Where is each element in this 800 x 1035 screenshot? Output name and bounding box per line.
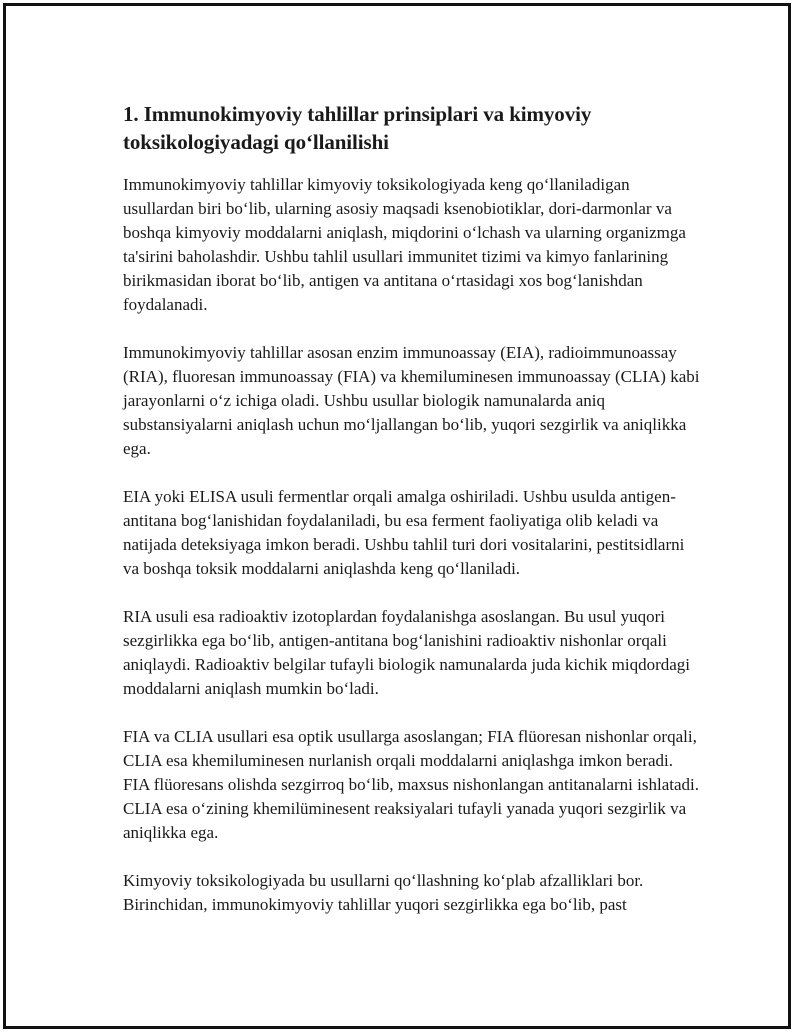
paragraph-ria: RIA usuli esa radioaktiv izotoplardan foydalanishga asoslangan. Bu usul yuqori sezgirlikka ega bo‘lib, antigen-antitana bog‘lanishini radioaktiv nishonlar orqali aniqlaydi. Radioaktiv belgilar tufayli biologik namunalarda juda kichik miqdordagi moddalarni aniqlash mumkin bo‘ladi. xyxy=(123,607,691,698)
page-frame xyxy=(3,3,791,1029)
paragraph-advantages: Kimyoviy toksikologiyada bu usullarni qo‘llashning ko‘plab afzalliklari bor. Birinchidan, immunokimyoviy tahlillar yuqori sezgirlikka ega bo‘lib, past xyxy=(123,871,644,914)
paragraph-fia-clia: FIA va CLIA usullari esa optik usullarga asoslangan; FIA flüoresan nishonlar orqali, CLIA esa khemiluminesen nurlanish orqali moddalarni aniqlashga imkon beradi. FIA flüoresans olishda sezgirroq bo‘lib, maxsus nishonlangan antitanalarni ishlatadi. CLIA esa o‘zining khemilüminesent reaksiyalari tufayli yanada yuqori sezgirlik va aniqlikka ega. xyxy=(123,727,699,842)
paragraph-eia-elisa: EIA yoki ELISA usuli fermentlar orqali amalga oshiriladi. Ushbu usulda antigen-antitana bog‘lanishidan foydalaniladi, bu esa ferment faoliyatiga olib keladi va natijada deteksiyaga imkon beradi. Ushbu tahlil turi dori vositalarini, pestitsidlarni va boshqa toksik moddalarni aniqlashda keng qo‘llaniladi. xyxy=(123,487,685,578)
section-heading: 1. Immunokimyoviy tahlillar prinsiplari va kimyoviy toksikologiyadagi qo‘llanilishi xyxy=(123,102,592,154)
paragraph-intro: Immunokimyoviy tahlillar kimyoviy toksikologiyada keng qo‘llaniladigan usullardan biri bo‘lib, ularning asosiy maqsadi ksenobiotiklar, dori-darmonlar va boshqa kimyoviy moddalarni aniqlash, miqdorini o‘lchash va ularning organizmga ta'sirini baholashdir. Ushbu tahlil usullari immunitet tizimi va kimyo fanlarining birikmasidan iborat bo‘lib, antigen va antitana o‘rtasidagi xos bog‘lanishdan foydalanadi. xyxy=(123,175,686,314)
paragraph-methods-overview: Immunokimyoviy tahlillar asosan enzim immunoassay (EIA), radioimmunoassay (RIA), fluoresan immunoassay (FIA) va khemiluminesen immunoassay (CLIA) kabi jarayonlarni o‘z ichiga oladi. Ushbu usullar biologik namunalarda aniq substansiyalarni aniqlash uchun mo‘ljallangan bo‘lib, yuqori sezgirlik va aniqlikka ega. xyxy=(123,343,700,458)
document-body xyxy=(123,100,703,941)
